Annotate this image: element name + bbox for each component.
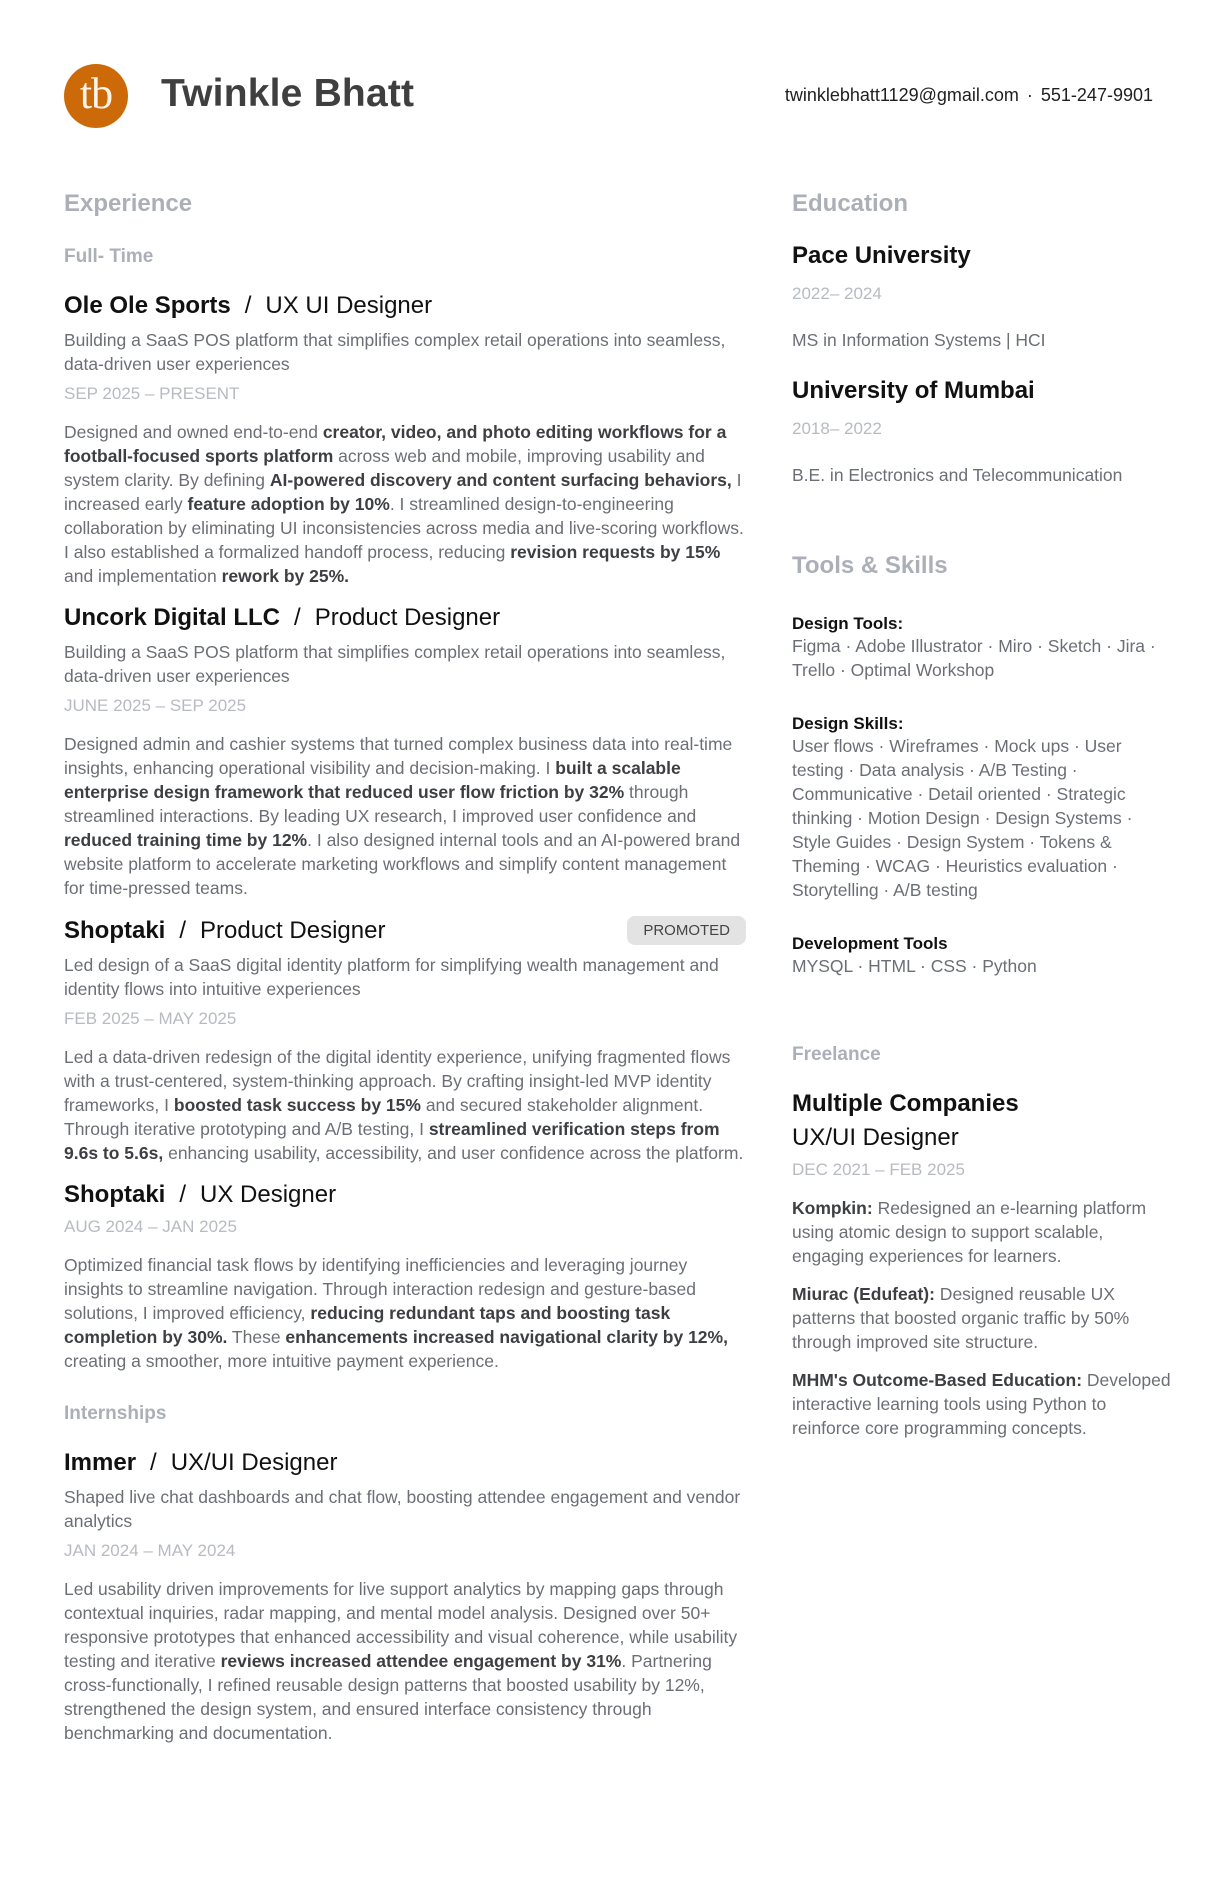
- candidate-name: Twinkle Bhatt: [161, 72, 415, 115]
- monogram-logo: [64, 64, 128, 128]
- job-entry: [64, 604, 746, 900]
- school-dates: 2022– 2024: [792, 284, 882, 303]
- internships-heading: Internships: [64, 1403, 167, 1424]
- company-name: Immer: [64, 1449, 137, 1476]
- job-entry: [64, 1181, 746, 1373]
- freelance-company: Multiple Companies: [792, 1090, 1019, 1117]
- job-title: Shoptaki / UX Designer: [64, 1181, 337, 1208]
- company-name: Ole Ole Sports: [64, 292, 231, 319]
- highlight-text: reducing redundant taps and boosting task completion by 30%.: [64, 1303, 671, 1347]
- education-entry: [792, 242, 1172, 351]
- job-description: [64, 420, 746, 588]
- job-description: [64, 1045, 746, 1165]
- email-link[interactable]: twinklebhatt1129@gmail.com: [784, 85, 1019, 105]
- highlight-text: AI-powered discovery and content surfacing behaviors,: [269, 470, 732, 490]
- skills-heading: Tools & Skills: [792, 552, 948, 579]
- job-summary: Building a SaaS POS platform that simplifies complex retail operations into seamless, data-driven user experiences: [64, 330, 726, 374]
- highlight-text: creator, video, and photo editing workflows for a football-focused sports platform: [64, 422, 727, 466]
- highlight-text: revision requests by 15%: [510, 542, 721, 562]
- body-text: across web and mobile, improving usability and system clarity. By defining: [64, 446, 705, 490]
- skill-group-items: User flows · Wireframes · Mock ups · User testing · Data analysis · A/B Testing · Communicative · Detail oriented · Strategic thinking · Motion Design · Design Systems · Style Guides · Design System · Tokens & Theming · WCAG · Heuristics evaluation · Storytelling · A/B testing: [792, 736, 1133, 900]
- body-text: Led usability driven improvements for live support analytics by mapping gaps through contextual inquiries, radar mapping, and mental model analysis. Designed over 50+ responsive prototypes that enhanced accessibility and visual coherence, while usability testing and iterative: [64, 1579, 738, 1671]
- body-text: . Partnering cross-functionally, I refined reusable design patterns that boosted usability by 12%, strengthened the design system, and ensured interface consistency through benchmarking and documentation.: [64, 1651, 712, 1743]
- job-dates: AUG 2024 – JAN 2025: [64, 1217, 237, 1236]
- promoted-badge: PROMOTED: [627, 916, 746, 945]
- body-text: Led a data-driven redesign of the digital identity experience, unifying fragmented flows with a trust-centered, system-thinking approach. By crafting insight-led MVP identity frameworks, I: [64, 1047, 731, 1115]
- project-description: Designed reusable UX patterns that boosted organic traffic by 50% through improved site structure.: [792, 1284, 1130, 1352]
- project-description: Developed interactive learning tools using Python to reinforce core programming concepts.: [792, 1370, 1171, 1438]
- skill-group-label: Development Tools: [792, 934, 948, 953]
- education-heading: Education: [792, 190, 909, 217]
- role-name: UX Designer: [200, 1181, 337, 1208]
- separator-dot: ·: [1026, 85, 1033, 105]
- highlight-text: enhancements increased navigational clarity by 12%,: [285, 1327, 728, 1347]
- skill-group-items: MYSQL · HTML · CSS · Python: [792, 956, 1037, 976]
- highlight-text: streamlined verification steps from 9.6s to 5.6s,: [64, 1119, 720, 1163]
- freelance-project: [792, 1282, 1172, 1354]
- body-text: enhancing usability, accessibility, and user confidence across the platform.: [163, 1143, 744, 1163]
- job-summary: Shaped live chat dashboards and chat flow, boosting attendee engagement and vendor analytics: [64, 1487, 741, 1531]
- job-dates: SEP 2025 – PRESENT: [64, 384, 240, 403]
- school-dates: 2018– 2022: [792, 419, 882, 438]
- role-name: Product Designer: [200, 916, 386, 944]
- job-entry: [64, 292, 746, 588]
- company-name: Shoptaki: [64, 1181, 166, 1208]
- experience-column: [64, 190, 746, 1745]
- highlight-text: reviews increased attendee engagement by 31%: [220, 1651, 622, 1671]
- internship-entry: [64, 1449, 746, 1745]
- body-text: . I also designed internal tools and an AI-powered brand website platform to accelerate marketing workflows and simplify content management for time-pressed teams.: [64, 830, 741, 898]
- school-name: Pace University: [792, 242, 971, 269]
- body-text: Designed admin and cashier systems that turned complex business data into real-time insights, enhancing operational visibility and decision-making. I: [64, 734, 733, 778]
- project-name: Miurac (Edufeat):: [792, 1284, 935, 1304]
- freelance-dates: DEC 2021 – FEB 2025: [792, 1160, 965, 1179]
- job-title: Uncork Digital LLC / Product Designer: [64, 604, 501, 631]
- logo-initials: tb: [79, 69, 113, 118]
- freelance-role: UX/UI Designer: [792, 1124, 959, 1151]
- job-title: Ole Ole Sports / UX UI Designer: [64, 292, 433, 319]
- job-title: Immer / UX/UI Designer: [64, 1449, 338, 1476]
- skill-group: [792, 934, 1172, 978]
- highlight-text: reduced training time by 12%: [64, 830, 308, 850]
- project-description: Redesigned an e-learning platform using atomic design to support scalable, engaging experiences for learners.: [792, 1198, 1147, 1266]
- highlight-text: rework by 25%.: [221, 566, 350, 586]
- role-name: Product Designer: [314, 604, 501, 631]
- contact-info: [785, 85, 1153, 106]
- job-dates: JAN 2024 – MAY 2024: [64, 1541, 236, 1560]
- body-text: Designed and owned end-to-end: [64, 422, 323, 442]
- skill-group: [792, 614, 1172, 682]
- body-text: These: [227, 1327, 286, 1347]
- body-text: I increased early: [64, 470, 742, 514]
- body-text: creating a smoother, more intuitive payment experience.: [64, 1351, 499, 1371]
- role-name: UX UI Designer: [265, 292, 433, 319]
- skill-group-label: Design Tools:: [792, 614, 904, 633]
- job-entry: [64, 916, 746, 1165]
- job-description: [64, 1253, 746, 1373]
- skill-group: [792, 714, 1172, 902]
- skill-group-label: Design Skills:: [792, 714, 904, 733]
- skill-group-items: Figma · Adobe Illustrator · Miro · Sketch · Jira · Trello · Optimal Workshop: [792, 636, 1156, 680]
- job-summary: Building a SaaS POS platform that simplifies complex retail operations into seamless, data-driven user experiences: [64, 642, 726, 686]
- project-name: Kompkin:: [792, 1198, 873, 1218]
- school-degree: MS in Information Systems | HCI: [792, 330, 1046, 350]
- company-name: Uncork Digital LLC: [64, 604, 281, 631]
- company-name: Shoptaki: [64, 916, 166, 944]
- body-text: . I streamlined design-to-engineering collaboration by eliminating UI inconsistencies across media and live-scoring workflows. I also established a formalized handoff process, reducing: [64, 494, 744, 562]
- highlight-text: feature adoption by 10%: [187, 494, 390, 514]
- body-text: and implementation: [64, 566, 222, 586]
- body-text: through streamlined interactions. By leading UX research, I improved user confidence and: [64, 782, 697, 826]
- role-name: UX/UI Designer: [170, 1449, 338, 1476]
- body-text: Optimized financial task flows by identifying inefficiencies and leveraging journey insights to streamline navigation. Through interaction redesign and gesture-based solutions, I improved efficiency,: [64, 1255, 697, 1323]
- highlight-text: boosted task success by 15%: [173, 1095, 421, 1115]
- body-text: and secured stakeholder alignment. Through iterative prototyping and A/B testing, I: [64, 1095, 704, 1139]
- job-description: [64, 732, 746, 900]
- highlight-text: built a scalable enterprise design framework that reduced user flow friction by 32%: [64, 758, 681, 802]
- sidebar-column: [792, 190, 1172, 1440]
- education-entry: [792, 377, 1172, 486]
- freelance-entry: [792, 1090, 1172, 1440]
- project-name: MHM's Outcome-Based Education:: [792, 1370, 1083, 1390]
- resume-header: [0, 0, 1224, 190]
- experience-heading: Experience: [64, 190, 193, 217]
- school-degree: B.E. in Electronics and Telecommunication: [792, 465, 1123, 485]
- freelance-project: [792, 1368, 1172, 1440]
- job-dates: JUNE 2025 – SEP 2025: [64, 696, 247, 715]
- full-time-heading: Full- Time: [64, 246, 154, 267]
- job-description: [64, 1577, 746, 1745]
- freelance-project: [792, 1196, 1172, 1268]
- job-title: Shoptaki / Product Designer: [64, 916, 386, 944]
- school-name: University of Mumbai: [792, 377, 1035, 404]
- phone-link[interactable]: 551-247-9901: [1040, 85, 1153, 105]
- freelance-heading: Freelance: [792, 1044, 881, 1065]
- job-summary: Led design of a SaaS digital identity platform for simplifying wealth management and identity flows into intuitive experiences: [64, 955, 719, 999]
- job-dates: FEB 2025 – MAY 2025: [64, 1009, 237, 1028]
